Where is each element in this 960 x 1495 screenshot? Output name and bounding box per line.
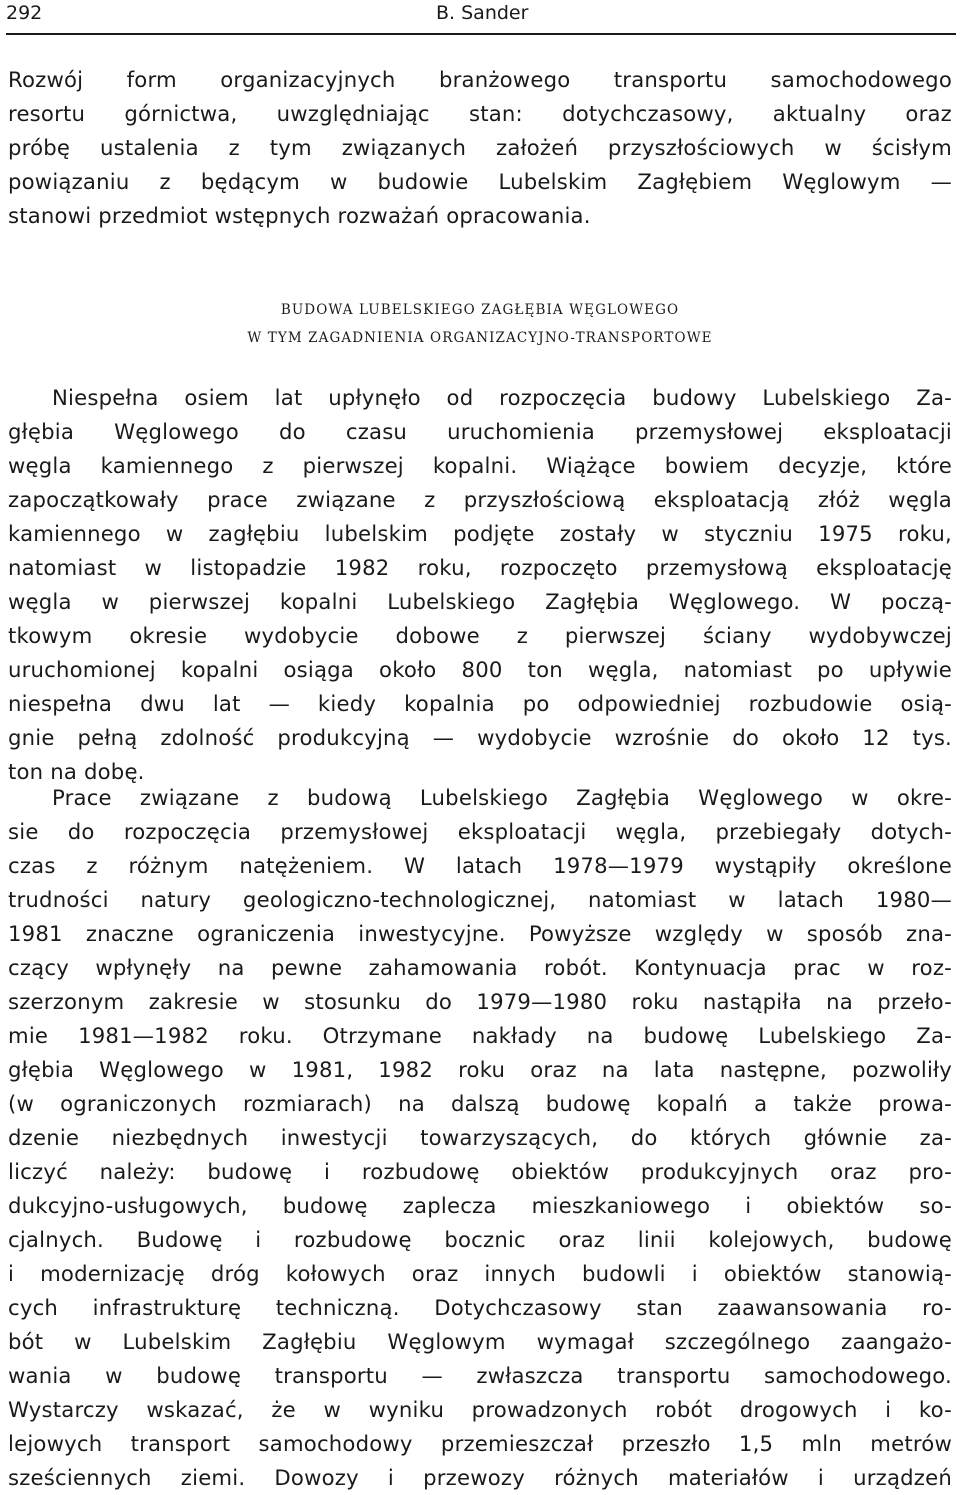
text-line: dukcyjno-usługowych, budowę zaplecza mieszkaniowego i obiektów so- [8, 1193, 952, 1218]
text-line: sie do rozpoczęcia przemysłowej eksploatacji węgla, przebiegały dotych- [8, 819, 952, 844]
text-line: uruchomionej kopalni osiąga około 800 ton węgla, natomiast po upływie [8, 657, 952, 682]
text-line: bót w Lubelskim Zagłębiu Węglowym wymagał szczególnego zaangażo- [8, 1329, 952, 1354]
text-line: węgla w pierwszej kopalni Lubelskiego Zagłębia Węglowego. W począ- [8, 589, 952, 614]
text-line: Niespełna osiem lat upłynęło od rozpoczęcia budowy Lubelskiego Za- [52, 385, 952, 410]
text-line: wania w budowę transportu — zwłaszcza transportu samochodowego. [8, 1363, 952, 1388]
text-line: gnie pełną zdolność produkcyjną — wydobycie wzrośnie do około 12 tys. [8, 725, 952, 750]
text-line: tkowym okresie wydobycie dobowe z pierwszej ściany wydobywczej [8, 623, 952, 648]
text-line: natomiast w listopadzie 1982 roku, rozpoczęto przemysłową eksploatację [8, 555, 952, 580]
page-number: 292 [6, 2, 43, 24]
running-head-author: B. Sander [436, 2, 529, 24]
text-line: głębia Węglowego do czasu uruchomienia przemysłowej eksploatacji [8, 419, 952, 444]
intro-paragraph [8, 63, 952, 233]
text-line: niespełna dwu lat — kiedy kopalnia po odpowiedniej rozbudowie osią- [8, 691, 952, 716]
text-line: mie 1981—1982 roku. Otrzymane nakłady na budowę Lubelskiego Za- [8, 1023, 952, 1048]
text-line: dzenie niezbędnych inwestycji towarzyszących, do których głównie za- [8, 1125, 952, 1150]
text-line: szerzonym zakresie w stosunku do 1979—1980 roku nastąpiła na przeło- [8, 989, 952, 1014]
running-head [0, 0, 960, 30]
text-line: głębia Węglowego w 1981, 1982 roku oraz na lata następne, pozwoliły [8, 1057, 952, 1082]
text-line: próbę ustalenia z tym związanych założeń przyszłościowych w ścisłym [8, 135, 952, 160]
text-line: czas z różnym natężeniem. W latach 1978—1979 wystąpiły określone [8, 853, 952, 878]
text-line: trudności natury geologiczno-technologicznej, natomiast w latach 1980— [8, 887, 952, 912]
text-line: i modernizację dróg kołowych oraz innych budowli i obiektów stanowią- [8, 1261, 952, 1286]
text-line: czący wpłynęły na pewne zahamowania robót. Kontynuacja prac w roz- [8, 955, 952, 980]
text-line: cjalnych. Budowę i rozbudowę bocznic oraz linii kolejowych, budowę [8, 1227, 952, 1252]
text-line: węgla kamiennego z pierwszej kopalni. Wiążące bowiem decyzje, które [8, 453, 952, 478]
text-line: (w ograniczonych rozmiarach) na dalszą budowę kopalń a także prowa- [8, 1091, 952, 1116]
text-line: lejowych transport samochodowy przemieszczał przeszło 1,5 mln metrów [8, 1431, 952, 1456]
text-line: zapoczątkowały prace związane z przyszłościową eksploatacją złóż węgla [8, 487, 952, 512]
text-line: kamiennego w zagłębiu lubelskim podjęte zostały w styczniu 1975 roku, [8, 521, 952, 546]
paragraph-2 [8, 781, 952, 1495]
text-line: resortu górnictwa, uwzględniając stan: dotychczasowy, aktualny oraz [8, 101, 952, 126]
text-line: 1981 znaczne ograniczenia inwestycyjne. Powyższe względy w sposób zna- [8, 921, 952, 946]
text-line: ton na dobę. [8, 759, 145, 784]
text-line: Rozwój form organizacyjnych branżowego transportu samochodowego [8, 67, 952, 92]
text-line: Prace związane z budową Lubelskiego Zagłębia Węglowego w okre- [52, 785, 952, 810]
section-heading [0, 296, 960, 352]
text-line: cych infrastrukturę techniczną. Dotychczasowy stan zaawansowania ro- [8, 1295, 952, 1320]
header-rule [6, 33, 956, 35]
section-heading-line-1: BUDOWA LUBELSKIEGO ZAGŁĘBIA WĘGLOWEGO [280, 302, 680, 318]
text-line: powiązaniu z będącym w budowie Lubelskim Zagłębiem Węglowym — [8, 169, 952, 194]
text-line: sześciennych ziemi. Dowozy i przewozy różnych materiałów i urządzeń [8, 1465, 952, 1490]
section-heading-line-2: W TYM ZAGADNIENIA ORGANIZACYJNO-TRANSPORTOWE [247, 330, 713, 346]
text-line: Wystarczy wskazać, że w wyniku prowadzonych robót drogowych i ko- [8, 1397, 952, 1422]
text-line: liczyć należy: budowę i rozbudowę obiektów produkcyjnych oraz pro- [8, 1159, 952, 1184]
text-line: stanowi przedmiot wstępnych rozważań opracowania. [8, 203, 591, 228]
paragraph-1 [8, 381, 952, 789]
